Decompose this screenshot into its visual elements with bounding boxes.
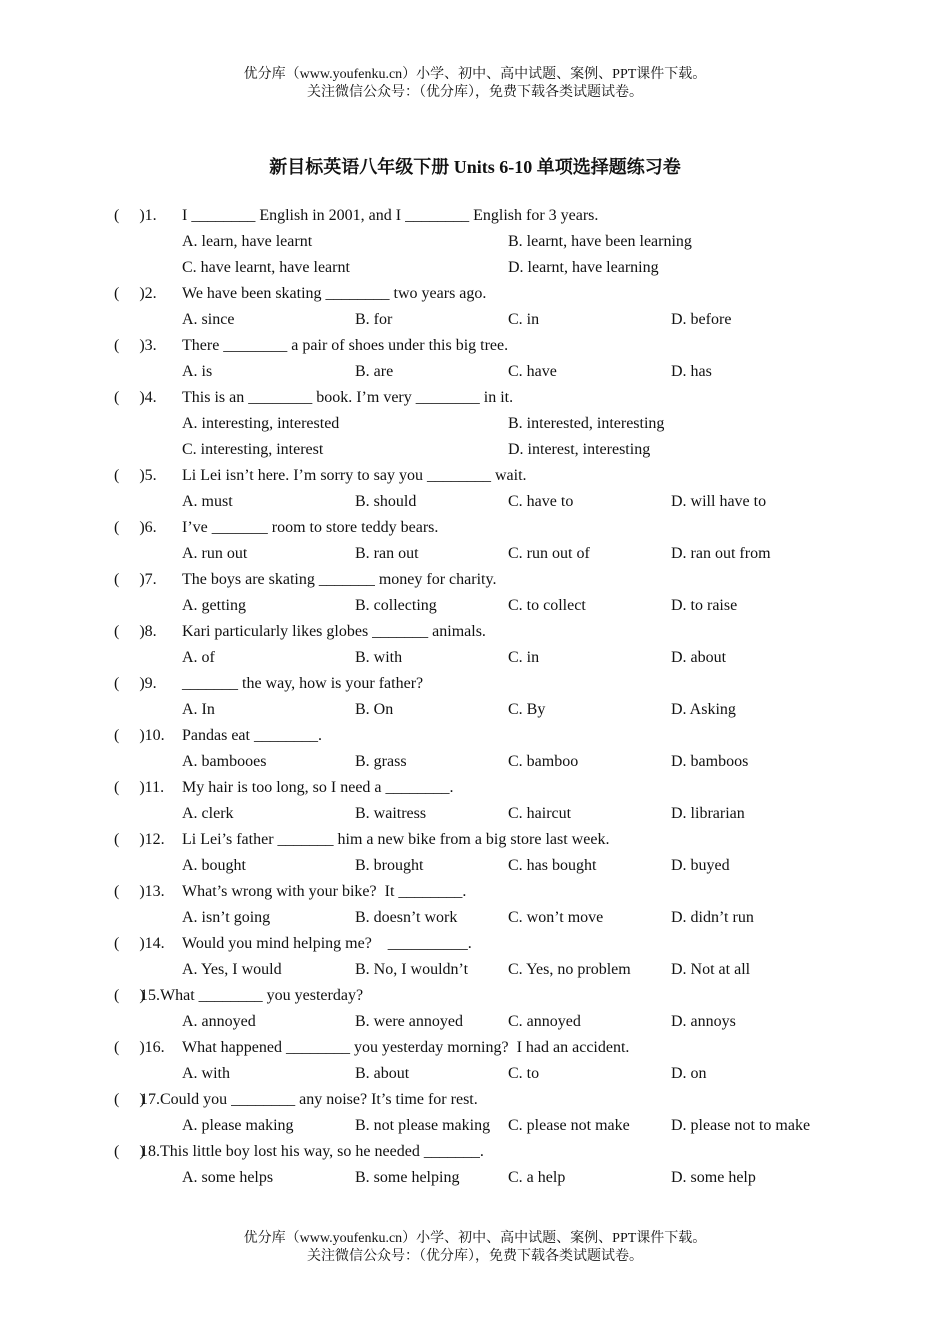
option[interactable]: A. In — [182, 701, 215, 718]
option[interactable]: D. about — [671, 649, 727, 666]
options-row — [0, 853, 950, 879]
answer-blank[interactable]: ( )2. — [114, 285, 157, 302]
answer-blank[interactable]: ( )12. — [114, 831, 165, 848]
question-row — [0, 827, 950, 853]
option[interactable]: C. have learnt, have learnt — [182, 259, 350, 276]
answer-blank[interactable]: ( )8. — [114, 623, 157, 640]
options-row — [0, 359, 950, 385]
option[interactable]: A. bought — [182, 857, 246, 874]
options-row — [0, 489, 950, 515]
option[interactable]: B. interested, interesting — [508, 415, 665, 432]
option[interactable]: D. Not at all — [671, 961, 751, 978]
option[interactable]: B. grass — [355, 753, 407, 770]
question-text: I’ve _______ room to store teddy bears. — [182, 519, 439, 536]
question-row — [0, 203, 950, 229]
question-row — [0, 879, 950, 905]
option[interactable]: A. of — [182, 649, 215, 666]
option[interactable]: C. annoyed — [508, 1013, 581, 1030]
option[interactable]: D. didn’t run — [671, 909, 754, 926]
option[interactable]: D. some help — [671, 1169, 756, 1186]
option[interactable]: C. in — [508, 649, 540, 666]
option[interactable]: A. learn, have learnt — [182, 233, 313, 250]
option[interactable]: C. to — [508, 1065, 540, 1082]
question-row — [0, 281, 950, 307]
option[interactable]: A. bambooes — [182, 753, 267, 770]
question-row — [0, 1087, 950, 1113]
option[interactable]: B. some helping — [355, 1169, 460, 1186]
option[interactable]: C. in — [508, 311, 540, 328]
option[interactable]: D. bamboos — [671, 753, 749, 770]
question-list — [0, 203, 950, 1191]
question-text: Would you mind helping me? __________. — [182, 935, 472, 952]
question-row — [0, 1035, 950, 1061]
header-line-2: 关注微信公众号：（优分库），免费下载各类试题试卷。 — [307, 85, 643, 100]
question-row — [0, 333, 950, 359]
question-text: 17.Could you ________ any noise? It’s time for rest. — [140, 1091, 478, 1108]
options-row — [0, 593, 950, 619]
option[interactable]: D. ran out from — [671, 545, 771, 562]
question-text: My hair is too long, so I need a ________. — [182, 779, 454, 796]
option[interactable]: C. won’t move — [508, 909, 604, 926]
question-text: Li Lei isn’t here. I’m sorry to say you ________ wait. — [182, 467, 527, 484]
option[interactable]: A. getting — [182, 597, 246, 614]
option[interactable]: D. learnt, have learning — [508, 259, 659, 276]
question-row — [0, 723, 950, 749]
question-row — [0, 983, 950, 1009]
option[interactable]: C. Yes, no problem — [508, 961, 631, 978]
option[interactable]: A. run out — [182, 545, 248, 562]
option[interactable]: A. some helps — [182, 1169, 274, 1186]
option[interactable]: B. brought — [355, 857, 424, 874]
option[interactable]: B. No, I wouldn’t — [355, 961, 469, 978]
option[interactable]: D. buyed — [671, 857, 730, 874]
question-row — [0, 463, 950, 489]
question-text: There ________ a pair of shoes under this big tree. — [182, 337, 509, 354]
option[interactable]: D. on — [671, 1065, 707, 1082]
option[interactable]: A. with — [182, 1065, 230, 1082]
option[interactable]: B. were annoyed — [355, 1013, 463, 1030]
option[interactable]: A. is — [182, 363, 213, 380]
header-line-1: 优分库（www.youfenku.cn）小学、初中、高中试题、案例、PPT课件下载。 — [243, 67, 707, 82]
footer-line-1: 优分库（www.youfenku.cn）小学、初中、高中试题、案例、PPT课件下载。 — [243, 1231, 707, 1246]
page-footer — [0, 1230, 950, 1266]
footer-line-2: 关注微信公众号：（优分库），免费下载各类试题试卷。 — [307, 1249, 643, 1264]
option[interactable]: A. please making — [182, 1117, 294, 1134]
question-text: Li Lei’s father _______ him a new bike from a big store last week. — [182, 831, 610, 848]
option[interactable]: B. doesn’t work — [355, 909, 458, 926]
question-text: 15.What ________ you yesterday? — [140, 987, 364, 1004]
options-row — [0, 749, 950, 775]
options-row — [0, 229, 950, 255]
option[interactable]: C. please not make — [508, 1117, 630, 1134]
question-row — [0, 931, 950, 957]
options-row — [0, 411, 950, 437]
options-row — [0, 1009, 950, 1035]
answer-blank[interactable]: ( )10. — [114, 727, 165, 744]
answer-blank[interactable]: ( )5. — [114, 467, 157, 484]
option[interactable]: C. interesting, interest — [182, 441, 324, 458]
option[interactable]: B. for — [355, 311, 393, 328]
option[interactable]: C. have — [508, 363, 557, 380]
answer-blank[interactable]: ( )14. — [114, 935, 165, 952]
option[interactable]: C. have to — [508, 493, 574, 510]
answer-blank[interactable]: ( )11. — [114, 779, 165, 796]
answer-blank[interactable]: ( )7. — [114, 571, 157, 588]
option[interactable]: D. interest, interesting — [508, 441, 651, 458]
answer-blank[interactable]: ( )1. — [114, 207, 157, 224]
option[interactable]: D. librarian — [671, 805, 745, 822]
question-text: I ________ English in 2001, and I ________ English for 3 years. — [182, 207, 599, 224]
answer-blank[interactable]: ( ) — [114, 1091, 145, 1108]
options-row — [0, 1165, 950, 1191]
option[interactable]: B. collecting — [355, 597, 437, 614]
option[interactable]: B. learnt, have been learning — [508, 233, 692, 250]
options-row — [0, 801, 950, 827]
option[interactable]: B. should — [355, 493, 417, 510]
question-text: We have been skating ________ two years ago. — [182, 285, 487, 302]
answer-blank[interactable]: ( ) — [114, 1143, 145, 1160]
question-row — [0, 671, 950, 697]
question-text: What happened ________ you yesterday morning? I had an accident. — [182, 1039, 630, 1056]
question-text: The boys are skating _______ money for charity. — [182, 571, 497, 588]
option[interactable]: D. to raise — [671, 597, 738, 614]
option[interactable]: A. annoyed — [182, 1013, 256, 1030]
option[interactable]: A. isn’t going — [182, 909, 271, 926]
option[interactable]: B. about — [355, 1065, 410, 1082]
answer-blank[interactable]: ( )9. — [114, 675, 157, 692]
option[interactable]: C. a help — [508, 1169, 566, 1186]
option[interactable]: C. to collect — [508, 597, 586, 614]
question-text: _______ the way, how is your father? — [182, 675, 424, 692]
option[interactable]: C. bamboo — [508, 753, 579, 770]
options-row — [0, 645, 950, 671]
answer-blank[interactable]: ( )4. — [114, 389, 157, 406]
question-row — [0, 619, 950, 645]
option[interactable]: A. since — [182, 311, 235, 328]
question-text: 18.This little boy lost his way, so he needed _______. — [140, 1143, 484, 1160]
answer-blank[interactable]: ( ) — [114, 987, 145, 1004]
answer-blank[interactable]: ( )3. — [114, 337, 157, 354]
option[interactable]: D. before — [671, 311, 732, 328]
option[interactable]: A. must — [182, 493, 233, 510]
question-text: Kari particularly likes globes _______ animals. — [182, 623, 486, 640]
page-title: 新目标英语八年级下册 Units 6-10 单项选择题练习卷 — [269, 157, 681, 177]
option[interactable]: C. By — [508, 701, 546, 718]
question-row — [0, 385, 950, 411]
answer-blank[interactable]: ( )13. — [114, 883, 165, 900]
option[interactable]: C. run out of — [508, 545, 590, 562]
option[interactable]: D. will have to — [671, 493, 767, 510]
option[interactable]: C. has bought — [508, 857, 597, 874]
option[interactable]: B. not please making — [355, 1117, 491, 1134]
options-row — [0, 905, 950, 931]
question-row — [0, 567, 950, 593]
options-row — [0, 1061, 950, 1087]
page-header — [0, 66, 950, 102]
question-text: Pandas eat ________. — [182, 727, 322, 744]
question-row — [0, 515, 950, 541]
options-row — [0, 957, 950, 983]
answer-blank[interactable]: ( )6. — [114, 519, 157, 536]
option[interactable]: A. clerk — [182, 805, 234, 822]
option[interactable]: D. has — [671, 363, 712, 380]
options-row — [0, 307, 950, 333]
question-text: What’s wrong with your bike? It ________. — [182, 883, 467, 900]
option[interactable]: A. Yes, I would — [182, 961, 282, 978]
option[interactable]: A. interesting, interested — [182, 415, 340, 432]
option[interactable]: C. haircut — [508, 805, 572, 822]
options-row — [0, 255, 950, 281]
options-row — [0, 697, 950, 723]
options-row — [0, 1113, 950, 1139]
option[interactable]: B. On — [355, 701, 394, 718]
question-row — [0, 1139, 950, 1165]
option[interactable]: D. Asking — [671, 701, 736, 718]
option[interactable]: D. annoys — [671, 1013, 736, 1030]
option[interactable]: B. with — [355, 649, 403, 666]
option[interactable]: D. please not to make — [671, 1117, 811, 1134]
option[interactable]: B. waitress — [355, 805, 427, 822]
question-row — [0, 775, 950, 801]
options-row — [0, 541, 950, 567]
option[interactable]: B. are — [355, 363, 394, 380]
option[interactable]: B. ran out — [355, 545, 419, 562]
question-text: This is an ________ book. I’m very ________ in it. — [182, 389, 514, 406]
options-row — [0, 437, 950, 463]
answer-blank[interactable]: ( )16. — [114, 1039, 165, 1056]
